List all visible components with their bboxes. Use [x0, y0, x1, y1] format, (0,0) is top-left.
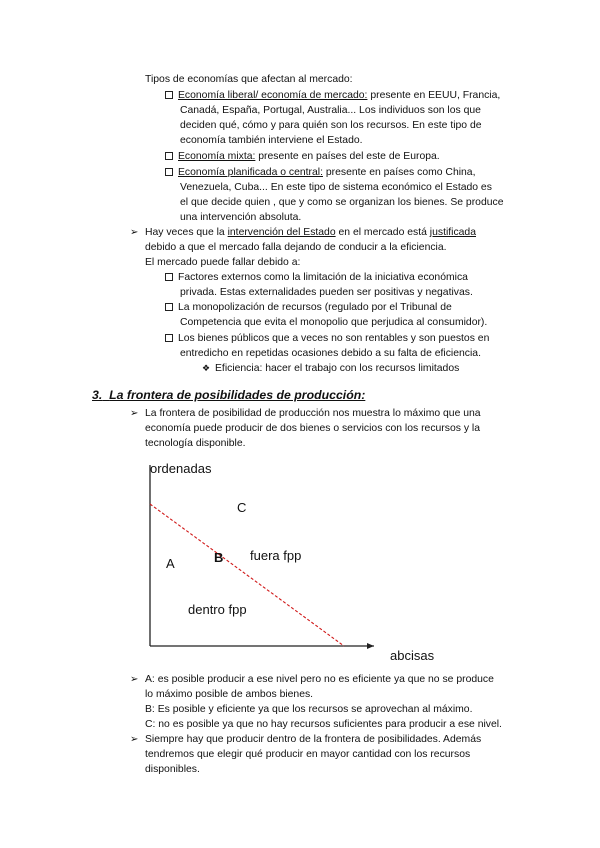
intervention-line: El mercado puede fallar debido a: — [145, 257, 301, 268]
intervention-line: debido a que el mercado falla dejando de conducir a la eficiencia. — [145, 242, 447, 253]
item-text: Venezuela, Cuba... En este tipo de sistema económico el Estado es — [180, 182, 492, 193]
arrow-bullet-icon: ➢ — [130, 674, 139, 685]
explanation-line: A: es posible producir a ese nivel pero no es eficiente ya que no se produce — [145, 674, 494, 685]
item-text: deciden qué, cómo y para quién son los recursos. En este tipo de — [180, 120, 482, 131]
item-text: presente en EEUU, Francia, — [367, 90, 501, 101]
region-label-outside: fuera fpp — [250, 548, 302, 563]
arrow-bullet-icon: ➢ — [130, 734, 139, 745]
item-title: Economía planificada o central: — [178, 167, 323, 178]
justified-term: justificada — [429, 227, 476, 238]
section-desc: tecnología disponible. — [145, 438, 246, 449]
summary-line: Siempre hay que producir dentro de la frontera de posibilidades. Además — [145, 734, 482, 745]
item-text: Los bienes públicos que a veces no son rentables y son puestos en — [178, 333, 490, 344]
item-text: una intervención absoluta. — [180, 212, 302, 223]
point-label-c: C — [237, 500, 247, 515]
section-title: La frontera de posibilidades de producción: — [109, 388, 366, 402]
arrow-bullet-icon: ➢ — [130, 408, 139, 419]
section-number: 3. — [92, 388, 103, 402]
x-axis-arrow-icon — [367, 643, 374, 649]
item-text: presente en países como China, — [322, 167, 476, 178]
item-text: entredicho en repetidas ocasiones debido a su falta de eficiencia. — [180, 348, 481, 359]
text: en el mercado está — [335, 227, 430, 238]
types-intro: Tipos de economías que afectan al mercado: — [145, 74, 353, 85]
point-label-a: A — [166, 556, 175, 571]
region-label-inside: dentro fpp — [188, 602, 247, 617]
ppf-series-line — [150, 504, 344, 646]
item-text: el que decide quien , que y como se organizan los bienes. Se produce — [180, 197, 504, 208]
item-text: privada. Estas externalidades pueden ser positivas y negativas. — [180, 287, 473, 298]
section-desc: economía puede producir de dos bienes o servicios con los recursos y la — [145, 423, 480, 434]
diamond-bullet-icon: ❖ — [202, 363, 211, 373]
item-text: Competencia que evita el monopolio que perjudica al consumidor). — [180, 317, 488, 328]
item-title: Economía liberal/ economía de mercado: — [178, 90, 368, 101]
summary-line: disponibles. — [145, 764, 200, 775]
y-axis-label: ordenadas — [150, 461, 212, 476]
section-desc: La frontera de posibilidad de producción nos muestra lo máximo que una — [145, 408, 481, 419]
text: Hay veces que la — [145, 227, 228, 238]
x-axis-label: abcisas — [390, 648, 435, 663]
summary-line: tendremos que elegir qué producir en mayor cantidad con los recursos — [145, 749, 471, 760]
arrow-bullet-icon: ➢ — [130, 227, 139, 238]
explanation-line: C: no es posible ya que no hay recursos suficientes para producir a ese nivel. — [145, 719, 502, 730]
explanation-line: B: Es posible y eficiente ya que los recursos se aprovechan al máximo. — [145, 704, 473, 715]
item-text: presente en países del este de Europa. — [255, 151, 440, 162]
item-text: Canadá, España, Portugal, Australia... Los individuos son los que — [180, 105, 481, 116]
item-title: Economía mixta: — [178, 151, 256, 162]
item-text: La monopolización de recursos (regulado por el Tribunal de — [178, 302, 452, 313]
intervention-term: intervención del Estado — [227, 227, 336, 238]
point-label-b: B — [214, 550, 224, 565]
item-text: Factores externos como la limitación de la iniciativa económica — [178, 272, 468, 283]
explanation-line: lo máximo posible de ambos bienes. — [145, 689, 314, 700]
item-text: economía también interviene el Estado. — [180, 135, 363, 146]
efficiency-note: Eficiencia: hacer el trabajo con los recursos limitados — [215, 363, 460, 374]
